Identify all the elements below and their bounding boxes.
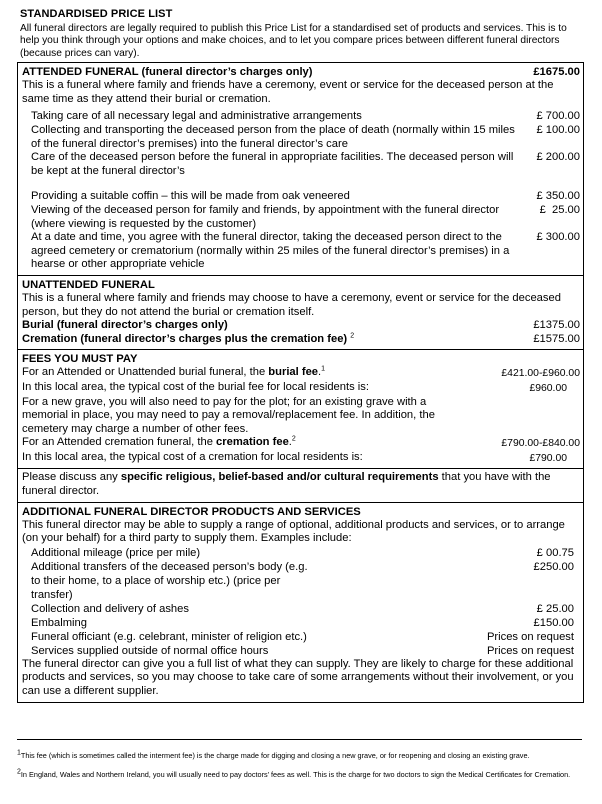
cremation-label: Cremation (funeral director’s charges plus the cremation fee) $^2$ — [22, 331, 355, 345]
attended-item: Providing a suitable coffin – this will be made from oak veneered £ 350.00 — [31, 190, 580, 203]
price-table — [17, 62, 584, 702]
attended-item: Care of the deceased person before the funeral in appropriate facilities. The deceased person will be kept at the funeral director’s £ 200.00 — [31, 151, 580, 177]
burial-label: Burial (funeral director’s charges only) — [22, 319, 228, 332]
footnote-2: $^2$In England, Wales and Northern Ireland, you will usually need to pay doctors’ fees as well. This is the charge for two doctors to sign the Medical Certificates for Cremation. — [17, 768, 571, 779]
unattended-heading: UNATTENDED FUNERAL — [22, 278, 155, 291]
attended-item: Collecting and transporting the deceased person from the place of death (normally within 15 miles of the funeral director’s premises) into the funeral director’s care £ 100.00 — [31, 124, 580, 150]
burial-fee-range: £421.00-£960.00 — [501, 368, 580, 380]
attended-description: This is a funeral where family and friends have a ceremony, event or service for the deceased person at the same time as they attend their burial or cremation. — [22, 79, 554, 105]
attended-heading: ATTENDED FUNERAL (funeral director’s charges only) — [22, 66, 313, 79]
burial-row — [22, 319, 580, 333]
burial-local-price: £960.00 — [529, 382, 567, 394]
attended-item: Taking care of all necessary legal and administrative arrangements £ 700.00 — [31, 110, 580, 123]
burial-price: £1375.00 — [533, 319, 580, 332]
burial-local-row: In this local area, the typical cost of the burial fee for local residents is: £960.00 — [22, 381, 580, 396]
attended-item: At a date and time, you agree with the funeral director, taking the deceased person direct to the agreed cemetery or crematorium (normally within 25 miles of the funeral director’s premises) in a hearse or other appropriate vehicle £ 300.00 — [31, 231, 580, 271]
price-list-page — [17, 8, 584, 703]
additional-closing: The funeral director can give you a full list of what they can supply. They are likely to charge for these additional products and services, so you may choose to take care of some arrangements without their involvement, or you can use a different supplier. — [22, 657, 574, 698]
footnote-divider — [17, 739, 582, 740]
fees-heading: FEES YOU MUST PAY — [22, 353, 138, 366]
cremation-fee-row: For an Attended cremation funeral, the cremation fee.$^2$ £790.00-£840.00 — [22, 435, 580, 450]
fees-section — [18, 349, 583, 468]
unattended-funeral-section — [18, 275, 583, 349]
additional-heading: ADDITIONAL FUNERAL DIRECTOR PRODUCTS AND SERVICES — [22, 505, 361, 518]
footnote-ref: 2 — [350, 331, 355, 339]
attended-total: £1675.00 — [533, 66, 580, 79]
additional-item: Collection and delivery of ashes £ 25.00 — [31, 602, 574, 615]
spacer — [22, 178, 580, 190]
additional-item: Services supplied outside of normal office hours Prices on request — [31, 644, 574, 657]
unattended-description: This is a funeral where family and friends may choose to have a ceremony, event or service for the deceased person, but they do not attend the burial or cremation itself. — [22, 291, 561, 318]
cremation-price: £1575.00 — [533, 332, 580, 345]
attended-item: Viewing of the deceased person for family and friends, by appointment with the funeral director (where viewing is requested by the customer) £ 25.00 — [31, 203, 580, 230]
additional-item: Additional mileage (price per mile) £ 00.75 — [31, 546, 574, 559]
footnote-1: $^1$This fee (which is sometimes called the interment fee) is the charge made for digging and closing a new grave, or for reopening and closing an existing grave. — [17, 749, 530, 760]
footnote-ref: 2 — [291, 435, 296, 443]
additional-item: Additional transfers of the deceased person’s body (e.g. to their home, to a place of worship etc.) (price per transfer) £250.00 — [31, 560, 574, 601]
new-grave-row: For a new grave, you will also need to pay for the plot; for an existing grave with a memorial in place, you may need to pay a removal/replacement fee. In addition, the cemetery may charge a number of other fees. — [22, 395, 435, 435]
intro-text: All funeral directors are legally required to publish this Price List for a standardised set of products and services. This is to help you think through your options and make choices, and to let you compare prices between different funeral directors (because prices can vary). — [20, 23, 567, 59]
additional-services-section — [18, 502, 583, 702]
additional-item: Embalming £150.00 — [31, 616, 574, 629]
attended-header — [22, 65, 580, 79]
additional-item: Funeral officiant (e.g. celebrant, minister of religion etc.) Prices on request — [31, 630, 574, 643]
additional-description: This funeral director may be able to supply a range of optional, additional products and services, or to arrange (on your behalf) for a third party to supply them. Examples include: — [22, 518, 565, 545]
footnote-ref: 1 — [321, 365, 326, 373]
cremation-fee-range: £790.00-£840.00 — [501, 438, 580, 450]
cremation-local-row: In this local area, the typical cost of a cremation for local residents is: £790.00 — [22, 451, 580, 466]
cremation-local-price: £790.00 — [529, 452, 567, 464]
burial-fee-row: For an Attended or Unattended burial funeral, the burial fee.$^1$ £421.00-£960.00 — [22, 365, 580, 380]
attended-funeral-section — [18, 63, 583, 275]
page-title: STANDARDISED PRICE LIST — [20, 8, 173, 20]
religious-requirements-note: Please discuss any specific religious, belief-based and/or cultural requirements that you have with the funeral director. — [18, 468, 583, 501]
cremation-row — [22, 333, 580, 347]
